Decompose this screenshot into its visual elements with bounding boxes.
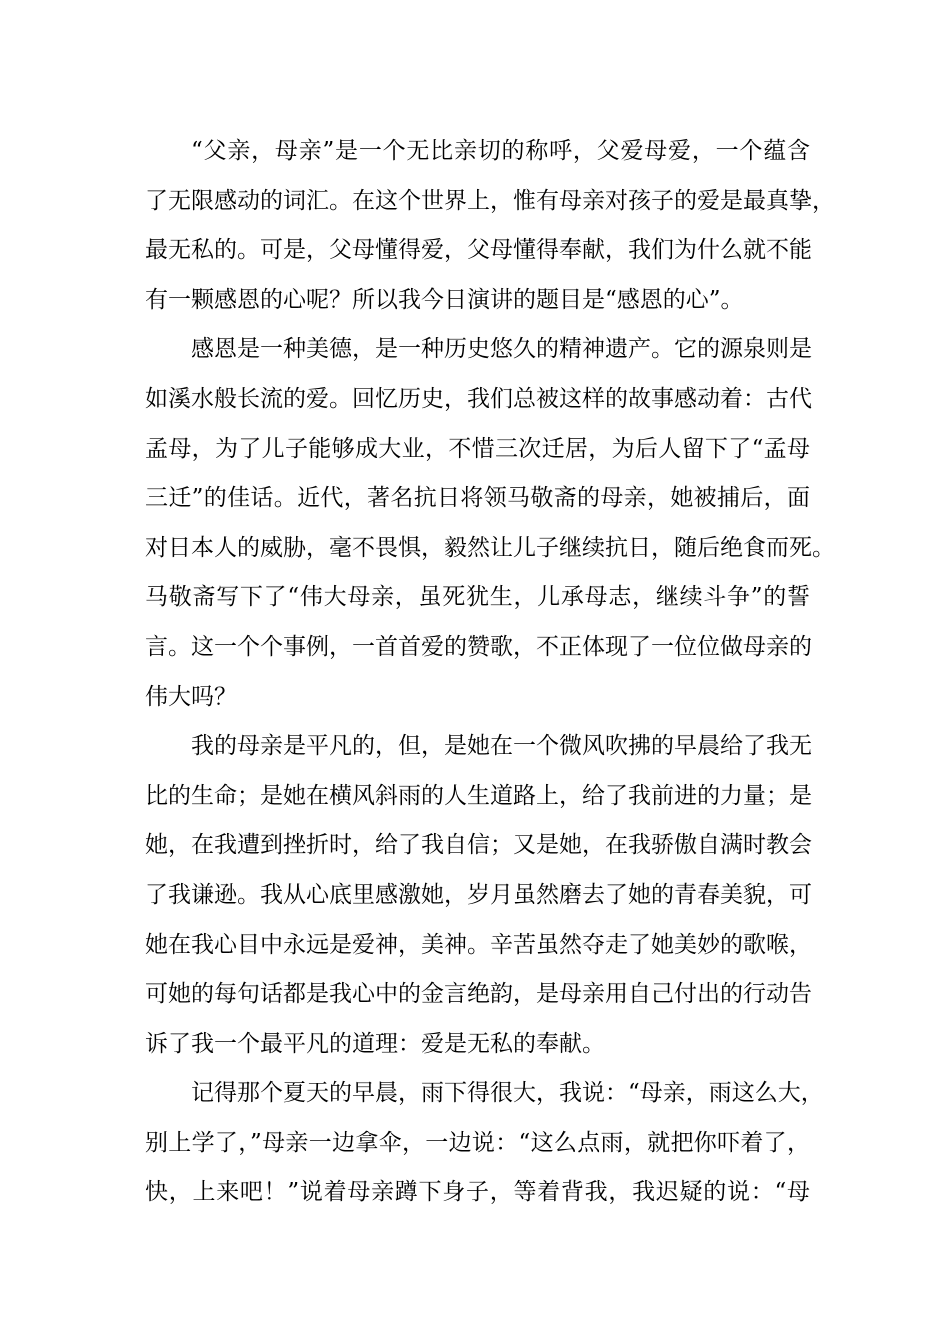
text-line: 她在我心目中永远是爱神，美神。辛苦虽然夺走了她美妙的歌喉， bbox=[145, 931, 812, 958]
text-line: 她，在我遭到挫折时，给了我自信；又是她，在我骄傲自满时教会 bbox=[145, 832, 812, 859]
text-line: 了我谦逊。我从心底里感激她，岁月虽然磨去了她的青春美貌，可 bbox=[145, 881, 812, 908]
text-line: 别上学了，”母亲一边拿伞，一边说：“这么点雨，就把你吓着了， bbox=[145, 1129, 810, 1156]
text-line: 快，上来吧！”说着母亲蹲下身子，等着背我，我迟疑的说：“母 bbox=[145, 1179, 810, 1206]
text-line: 最无私的。可是，父母懂得爱，父母懂得奉献，我们为什么就不能 bbox=[145, 237, 812, 264]
text-line: 可她的每句话都是我心中的金言绝韵，是母亲用自己付出的行动告 bbox=[145, 981, 812, 1008]
text-line: 有一颗感恩的心呢？所以我今日演讲的题目是“感恩的心”。 bbox=[145, 286, 744, 313]
text-line: 对日本人的威胁，毫不畏惧，毅然让儿子继续抗日，随后绝食而死。 bbox=[145, 534, 835, 561]
text-line: 感恩是一种美德，是一种历史悠久的精神遗产。它的源泉则是 bbox=[191, 336, 812, 363]
text-line: 诉了我一个最平凡的道理：爱是无私的奉献。 bbox=[145, 1030, 605, 1057]
text-line: 我的母亲是平凡的，但，是她在一个微风吹拂的早晨给了我无 bbox=[191, 733, 812, 760]
text-line: 言。这一个个事例，一首首爱的赞歌，不正体现了一位位做母亲的 bbox=[145, 633, 812, 660]
text-line: 三迁”的佳话。近代，著名抗日将领马敬斋的母亲，她被捕后，面 bbox=[145, 485, 810, 512]
text-line: 伟大吗？ bbox=[145, 683, 237, 710]
text-line: 记得那个夏天的早晨，雨下得很大，我说：“母亲，雨这么大， bbox=[191, 1080, 824, 1107]
document-body bbox=[145, 127, 835, 1218]
text-line: 了无限感动的词汇。在这个世界上，惟有母亲对孩子的爱是最真挚， bbox=[145, 187, 835, 214]
text-line: 马敬斋写下了“伟大母亲，虽死犹生，儿承母志，继续斗争”的誓 bbox=[145, 584, 810, 611]
text-line: 孟母，为了儿子能够成大业，不惜三次迁居，为后人留下了“孟母 bbox=[145, 435, 810, 462]
text-line: 比的生命；是她在横风斜雨的人生道路上，给了我前进的力量；是 bbox=[145, 782, 812, 809]
text-line: 如溪水般长流的爱。回忆历史，我们总被这样的故事感动着：古代 bbox=[145, 385, 812, 412]
text-line: “父亲，母亲”是一个无比亲切的称呼，父爱母爱，一个蕴含 bbox=[191, 138, 810, 164]
